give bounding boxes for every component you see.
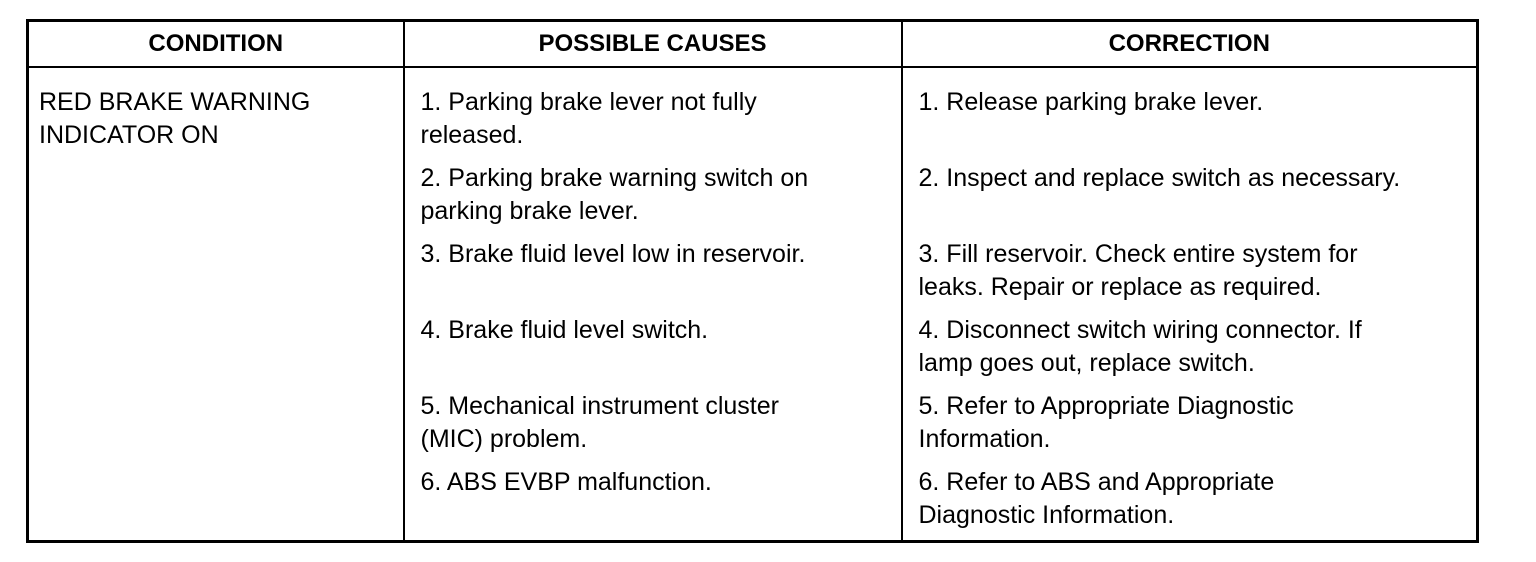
cause-line: 2. Parking brake warning switch on: [420, 164, 809, 192]
cause-line: released.: [420, 121, 524, 149]
cause-item: [421, 162, 891, 228]
correction-item: [919, 162, 1467, 228]
condition-cell: [28, 67, 404, 542]
cause-item: [421, 466, 891, 532]
diagnosis-table: [26, 19, 1479, 543]
correction-line: 1. Release parking brake lever.: [918, 88, 1264, 116]
correction-line: Diagnostic Information.: [918, 501, 1175, 529]
cause-item: [421, 238, 891, 304]
table-row: [28, 67, 1478, 542]
cause-line: 4. Brake fluid level switch.: [420, 316, 709, 344]
header-condition: CONDITION: [28, 21, 404, 68]
header-row: [28, 21, 1478, 68]
correction-item: [919, 86, 1467, 152]
possible-causes-cell: [404, 67, 902, 542]
correction-cell: [902, 67, 1478, 542]
cause-line: 6. ABS EVBP malfunction.: [420, 468, 712, 496]
cause-item: [421, 390, 891, 456]
correction-item: [919, 390, 1467, 456]
cause-line: parking brake lever.: [420, 197, 639, 225]
header-possible-causes: POSSIBLE CAUSES: [404, 21, 902, 68]
correction-line: lamp goes out, replace switch.: [918, 349, 1255, 377]
correction-line: leaks. Repair or replace as required.: [918, 273, 1322, 301]
correction-item: [919, 238, 1467, 304]
cause-line: 1. Parking brake lever not fully: [420, 88, 757, 116]
condition-line: INDICATOR ON: [39, 121, 219, 149]
correction-line: 3. Fill reservoir. Check entire system for: [918, 240, 1358, 268]
cause-line: 3. Brake fluid level low in reservoir.: [420, 240, 806, 268]
cause-line: 5. Mechanical instrument cluster: [420, 392, 779, 420]
correction-item: [919, 314, 1467, 380]
correction-item: [919, 466, 1467, 532]
correction-line: 5. Refer to Appropriate Diagnostic: [918, 392, 1294, 420]
correction-line: 6. Refer to ABS and Appropriate: [918, 468, 1275, 496]
cause-item: [421, 86, 891, 152]
condition-line: RED BRAKE WARNING: [39, 88, 311, 116]
correction-line: 2. Inspect and replace switch as necessary.: [918, 164, 1401, 192]
cause-item: [421, 314, 891, 380]
correction-line: 4. Disconnect switch wiring connector. If: [918, 316, 1362, 344]
cause-line: (MIC) problem.: [420, 425, 588, 453]
header-correction: CORRECTION: [902, 21, 1478, 68]
correction-line: Information.: [918, 425, 1051, 453]
